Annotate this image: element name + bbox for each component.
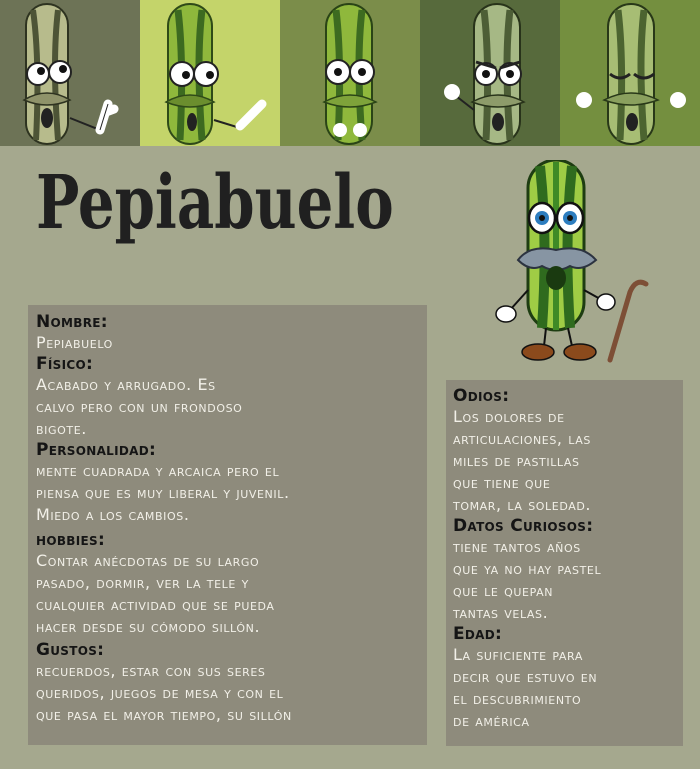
page-title: Pepiabuelo <box>36 160 394 246</box>
personalidad-value: mente cuadrada y arcaica pero el piensa que es muy liberal y juvenil. Miedo a los cambios. <box>36 461 290 524</box>
pepiabuelo-hero-illustration <box>490 160 660 370</box>
gustos-label: Gustos: <box>36 640 105 660</box>
nombre-label: Nombre: <box>36 312 108 332</box>
odios-label: Odios: <box>453 386 510 406</box>
fisico-value: Acabado y arrugado. Es calvo pero con un frondoso bigote. <box>36 375 243 438</box>
pickle-pose-pointing-right-illustration <box>140 0 280 146</box>
hobbies-value: Contar anécdotas de su largo pasado, dormir, ver la tele y cualquier actividad que se pueda hacer desde su cómodo sillón. <box>36 551 275 636</box>
pickle-pose-shy-illustration <box>280 0 420 146</box>
pose-shy-panel <box>280 0 420 146</box>
profile-card-left <box>28 305 427 745</box>
pose-pointing-up-panel <box>0 0 140 146</box>
odios-value: Los dolores de articulaciones, las miles de pastillas que tiene que tomar, la soledad. <box>453 407 592 514</box>
pose-angry-panel <box>420 0 560 146</box>
datos-curiosos-label: Datos Curiosos: <box>453 516 594 536</box>
poses-strip <box>0 0 700 146</box>
pickle-pose-pointing-up-illustration <box>0 0 140 146</box>
datos-curiosos-value: tiene tantos años que ya no hay pastel que le quepan tantas velas. <box>453 537 602 622</box>
pickle-pose-angry-illustration <box>420 0 560 146</box>
gustos-value: recuerdos, estar con sus seres queridos, juegos de mesa y con el que pasa el mayor tiempo, su sillón <box>36 661 292 724</box>
hobbies-label: hobbies: <box>36 530 106 550</box>
fisico-label: Físico: <box>36 354 94 374</box>
pose-sleepy-panel <box>560 0 700 146</box>
nombre-value: Pepiabuelo <box>36 333 113 352</box>
pickle-pose-sleepy-illustration <box>560 0 700 146</box>
edad-value: La suficiente para decir que estuvo en el descubrimiento de américa <box>453 645 598 730</box>
profile-card-right <box>446 380 683 746</box>
personalidad-label: Personalidad: <box>36 440 157 460</box>
pose-pointing-right-panel <box>140 0 280 146</box>
edad-label: Edad: <box>453 624 503 644</box>
